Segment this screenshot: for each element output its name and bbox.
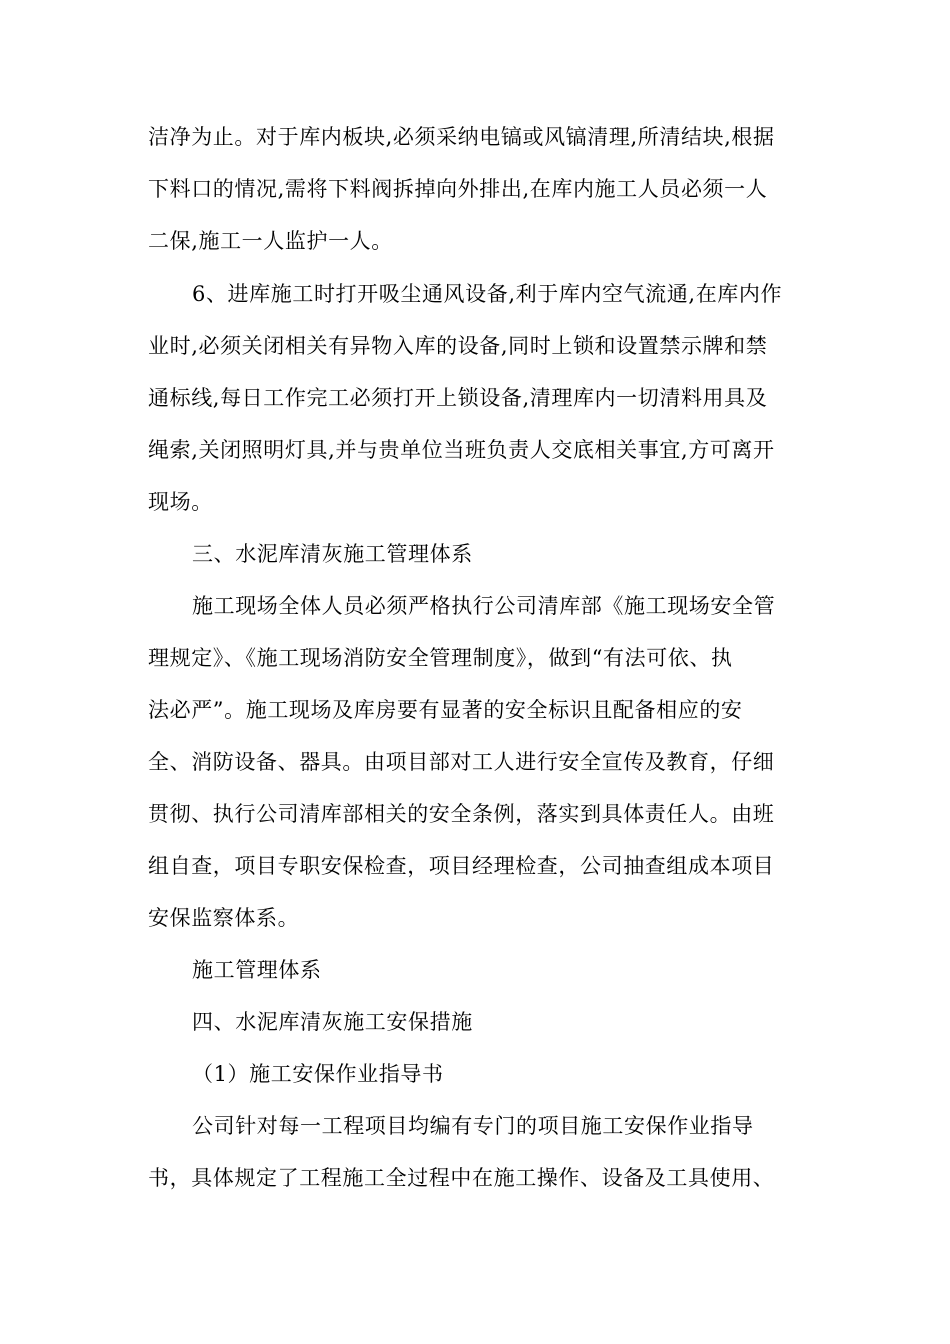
paragraph-line-5: 业时,必须关闭相关有异物入库的设备,同时上锁和设置禁示牌和禁 — [148, 334, 768, 358]
paragraph-line-13: 贯彻、执行公司清库部相关的安全条例，落实到具体责任人。由班 — [148, 802, 775, 826]
paragraph-line-7: 绳索,关闭照明灯具,并与贵单位当班负责人交底相关事宜,方可离开 — [148, 438, 775, 462]
subheading-1: （1）施工安保作业指导书 — [192, 1062, 444, 1086]
paragraph-line-8: 现场。 — [148, 490, 213, 514]
subsection-heading: 施工管理体系 — [192, 958, 322, 982]
section-heading-3: 三、水泥库清灰施工管理体系 — [192, 542, 473, 566]
paragraph-line-6: 通标线,每日工作完工必须打开上锁设备,清理库内一切清料用具及 — [148, 386, 768, 410]
paragraph-line-2: 下料口的情况,需将下料阀拆掉向外排出,在库内施工人员必须一人 — [148, 177, 768, 201]
paragraph-line-3: 二保,施工一人监护一人。 — [148, 229, 393, 253]
paragraph-line-11: 法必严”。施工现场及库房要有显著的安全标识且配备相应的安 — [148, 698, 743, 722]
paragraph-line-15: 安保监察体系。 — [148, 906, 300, 930]
paragraph-line-4: 6、进库施工时打开吸尘通风设备,利于库内空气流通,在库内作 — [192, 282, 783, 306]
paragraph-line-12: 全、消防设备、器具。由项目部对工人进行安全宣传及教育，仔细 — [148, 750, 775, 774]
paragraph-line-16: 公司针对每一工程项目均编有专门的项目施工安保作业指导 — [192, 1114, 754, 1138]
paragraph-line-17: 书，具体规定了工程施工全过程中在施工操作、设备及工具使用、 — [148, 1166, 775, 1190]
paragraph-line-9: 施工现场全体人员必须严格执行公司清库部《施工现场安全管 — [192, 594, 776, 618]
paragraph-line-14: 组自查，项目专职安保检查，项目经理检查，公司抽查组成本项目 — [148, 854, 775, 878]
paragraph-line-10: 理规定》、《施工现场消防安全管理制度》，做到“有法可依、执 — [148, 646, 733, 670]
paragraph-line-1: 洁净为止。对于库内板块,必须采纳电镐或风镐清理,所清结块,根据 — [148, 125, 775, 149]
section-heading-4: 四、水泥库清灰施工安保措施 — [192, 1010, 473, 1034]
